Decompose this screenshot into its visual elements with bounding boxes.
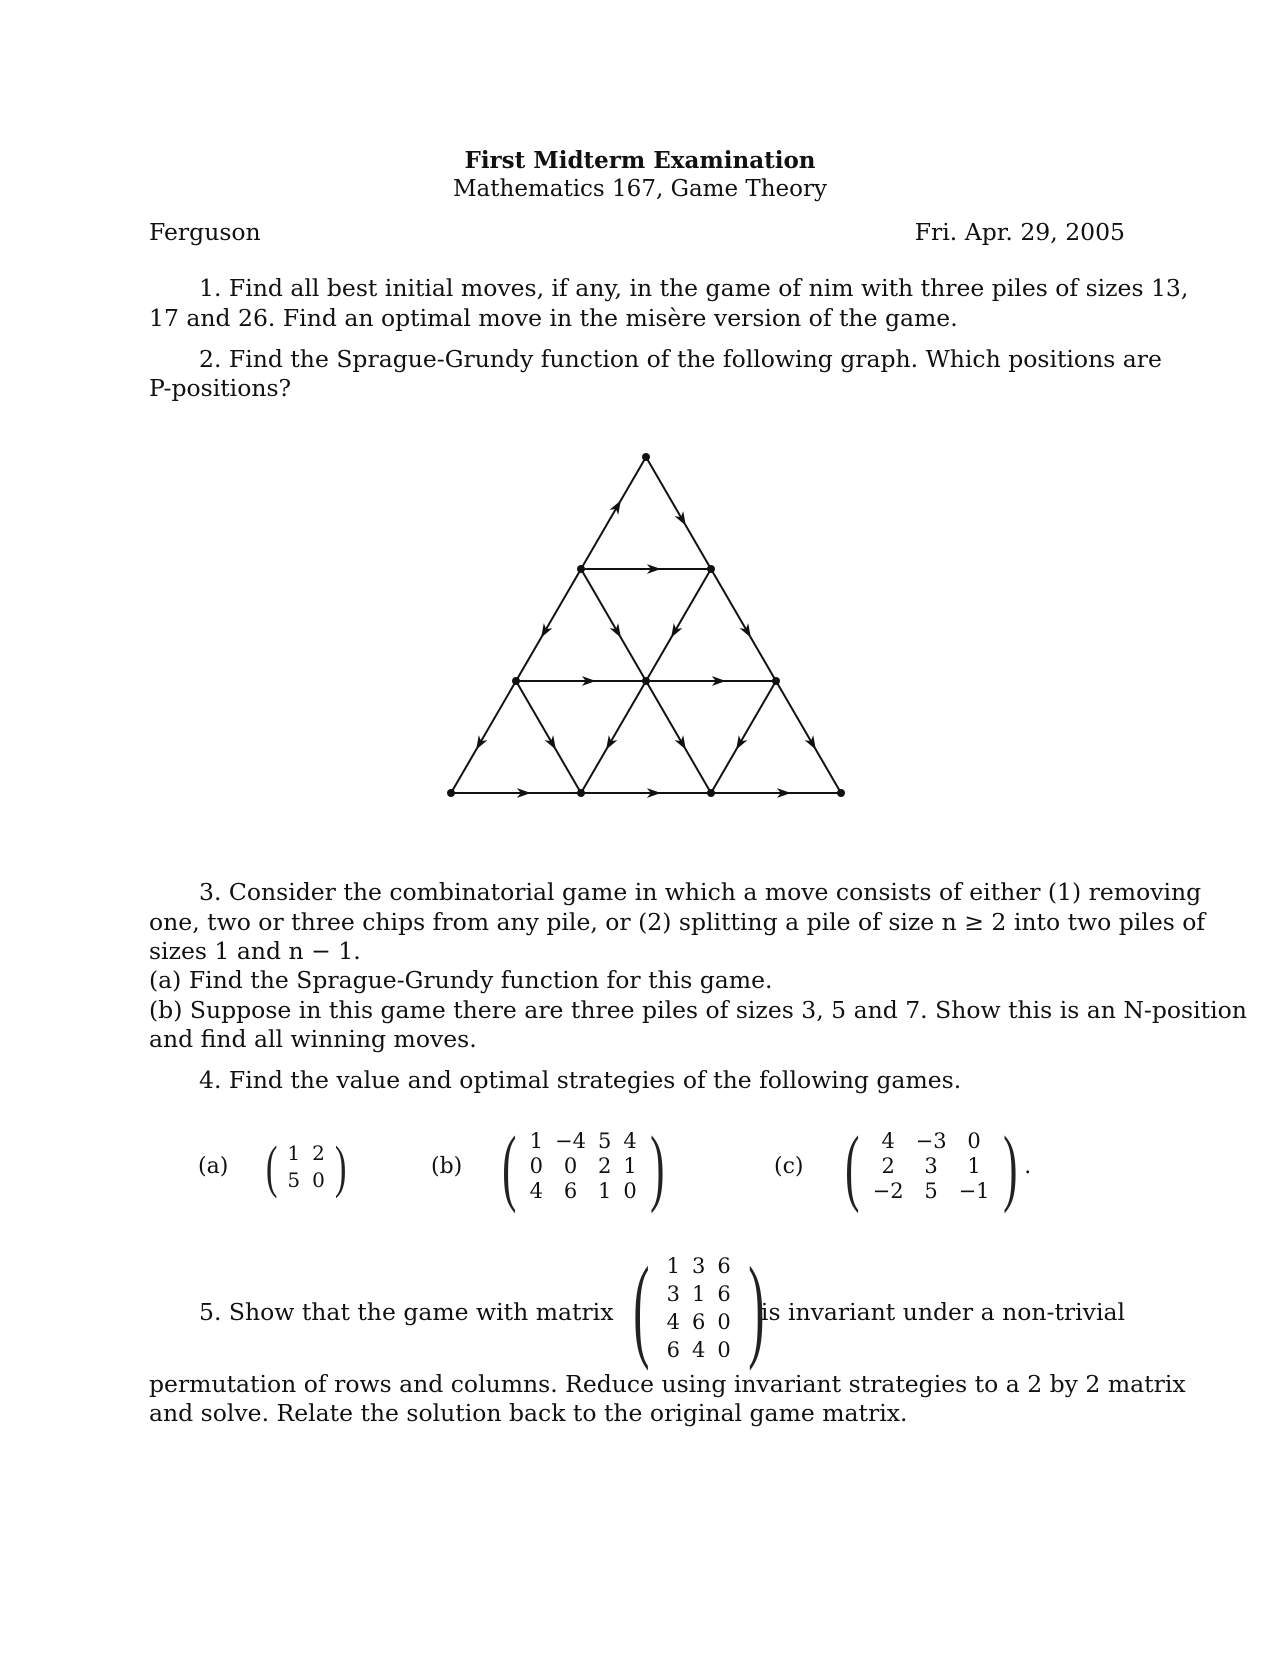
matrix-cell: 5 (287, 1168, 301, 1192)
matrix-b-table (524, 1129, 643, 1204)
matrix-cell: 1 (967, 1153, 981, 1178)
matrix-cell: 1 (529, 1128, 544, 1153)
matrix-cell: 0 (563, 1153, 578, 1178)
matrix-b (495, 1120, 671, 1212)
matrix-row (867, 1154, 996, 1179)
right-paren: ) (649, 1118, 665, 1214)
matrix-cell: 6 (692, 1310, 706, 1334)
matrix-cell: 5 (924, 1178, 938, 1203)
left-paren: ( (633, 1244, 650, 1372)
graph-edge (581, 457, 646, 569)
matrix-cell: 0 (312, 1168, 325, 1192)
graph-node (772, 677, 780, 685)
matrix-cell: 4 (529, 1178, 544, 1203)
matrix-cell: 3 (924, 1153, 938, 1178)
matrix-cell: 4 (666, 1310, 681, 1334)
graph-edge (581, 569, 646, 681)
matrix-cell: 0 (967, 1128, 981, 1153)
matrix-cell: 3 (666, 1282, 681, 1306)
left-paren: ( (502, 1118, 517, 1214)
graph-edge (776, 681, 841, 793)
graph-node (642, 453, 650, 461)
problem-2-line-1: 2. Find the Sprague-Grundy function of the following graph. Which positions are (199, 345, 1162, 373)
problem-5-prefix: 5. Show that the game with matrix (199, 1298, 614, 1326)
problem-4-label-a: (a) (198, 1154, 229, 1179)
graph-edge (581, 681, 646, 793)
matrix-c-table (867, 1129, 996, 1204)
right-paren: ) (747, 1244, 765, 1372)
problem-3-part-a: (a) Find the Sprague-Grundy function for this game. (149, 966, 773, 994)
problem-1-line-2: 17 and 26. Find an optimal move in the misère version of the game. (149, 304, 958, 332)
graph-edge (451, 681, 516, 793)
matrix-c-period: . (1024, 1153, 1032, 1179)
problem-5-line-3: and solve. Relate the solution back to the original game matrix. (149, 1399, 908, 1427)
graph-node (707, 789, 715, 797)
graph-node (512, 677, 520, 685)
problem-3-part-b-line-1: (b) Suppose in this game there are three piles of sizes 3, 5 and 7. Show this is an N-position (149, 996, 1247, 1024)
matrix-cell: 3 (692, 1254, 706, 1278)
matrix-cell: 6 (717, 1254, 731, 1278)
exam-subtitle: Mathematics 167, Game Theory (453, 176, 827, 202)
graph-edge (646, 569, 711, 681)
matrix-cell: −2 (872, 1178, 904, 1203)
matrix-cell: 6 (563, 1178, 578, 1203)
matrix-cell: 4 (623, 1128, 637, 1153)
problem-4-label-c: (c) (774, 1154, 804, 1179)
matrix-cell: −4 (555, 1128, 586, 1153)
left-paren: ( (265, 1134, 278, 1199)
matrix-row (281, 1140, 330, 1167)
matrix-cell: 0 (529, 1153, 544, 1178)
problem-4-line-1: 4. Find the value and optimal strategies of the following games. (199, 1066, 962, 1094)
matrix-cell: 5 (597, 1128, 612, 1153)
matrix-a (262, 1131, 350, 1203)
graph-edge (516, 569, 581, 681)
graph-node (577, 565, 585, 573)
problem-3-line-2: one, two or three chips from any pile, or (2) splitting a pile of size n ≥ 2 into two piles of (149, 908, 1206, 936)
graph-node (642, 677, 650, 685)
graph-edge (516, 681, 581, 793)
matrix-cell: 4 (692, 1338, 706, 1362)
exam-title: First Midterm Examination (464, 147, 816, 174)
matrix-cell: −3 (915, 1128, 947, 1153)
graph-node (707, 565, 715, 573)
matrix-cell: 6 (717, 1282, 731, 1306)
problem-4-label-b: (b) (431, 1154, 463, 1179)
matrix-cell: 1 (692, 1282, 706, 1306)
matrix-cell: 0 (717, 1310, 731, 1334)
graph-edge (711, 569, 776, 681)
graph-edge (711, 681, 776, 793)
matrix-row (661, 1252, 737, 1280)
matrix-p5-table (661, 1252, 737, 1364)
matrix-row (661, 1308, 737, 1336)
problem-2-line-2: P-positions? (149, 374, 292, 402)
matrix-row (661, 1280, 737, 1308)
matrix-cell: 6 (666, 1338, 681, 1362)
matrix-a-table (281, 1140, 330, 1194)
matrix-cell: 1 (287, 1141, 301, 1165)
matrix-cell: 0 (623, 1178, 637, 1203)
matrix-row (524, 1179, 643, 1204)
matrix-cell: 0 (717, 1338, 731, 1362)
matrix-cell: 1 (597, 1178, 612, 1203)
instructor-name: Ferguson (149, 218, 261, 246)
matrix-cell: 1 (623, 1153, 637, 1178)
matrix-row (867, 1129, 996, 1154)
matrix-row (661, 1336, 737, 1364)
problem-3-line-1: 3. Consider the combinatorial game in which a move consists of either (1) removing (199, 878, 1202, 906)
graph-node (837, 789, 845, 797)
problem-1-line-1: 1. Find all best initial moves, if any, in the game of nim with three piles of sizes 13, (199, 274, 1189, 302)
problem-3-line-3: sizes 1 and n − 1. (149, 937, 361, 965)
exam-date: Fri. Apr. 29, 2005 (914, 218, 1125, 246)
problem-5-line-2: permutation of rows and columns. Reduce using invariant strategies to a 2 by 2 matrix (149, 1370, 1186, 1398)
matrix-cell: 1 (666, 1254, 681, 1278)
graph-edge (646, 681, 711, 793)
matrix-cell: 2 (312, 1141, 325, 1165)
matrix-row (524, 1129, 643, 1154)
left-paren: ( (845, 1118, 860, 1214)
matrix-cell: 2 (881, 1153, 895, 1178)
problem-5-suffix: is invariant under a non-trivial (760, 1298, 1125, 1326)
right-paren: ) (1002, 1118, 1018, 1214)
matrix-cell: 2 (597, 1153, 612, 1178)
graph-node (447, 789, 455, 797)
right-paren: ) (334, 1134, 347, 1199)
matrix-c (838, 1120, 1031, 1212)
matrix-row (524, 1154, 643, 1179)
matrix-cell: −1 (958, 1178, 990, 1203)
matrix-row (281, 1167, 330, 1194)
problem-3-part-b-line-2: and find all winning moves. (149, 1025, 477, 1053)
matrix-p5 (622, 1246, 775, 1370)
matrix-cell: 4 (881, 1128, 895, 1153)
graph-edge (646, 457, 711, 569)
matrix-row (867, 1179, 996, 1204)
graph-node (577, 789, 585, 797)
